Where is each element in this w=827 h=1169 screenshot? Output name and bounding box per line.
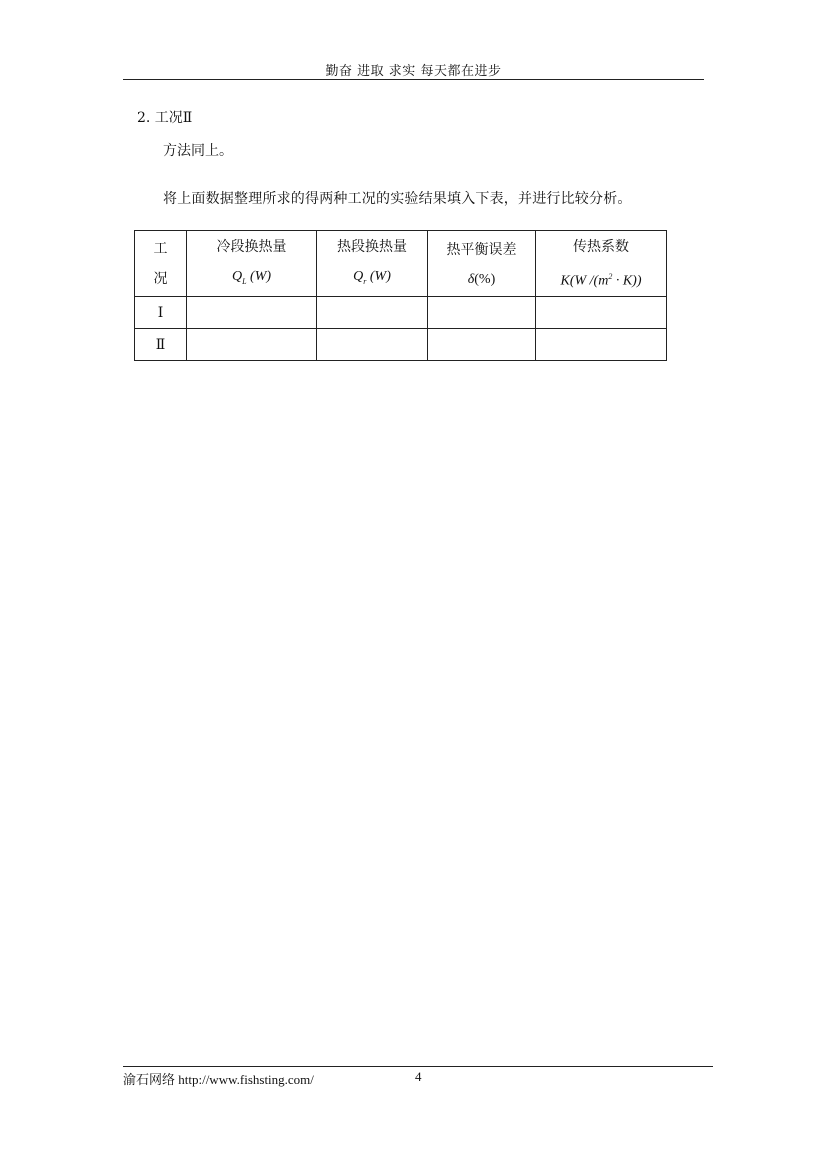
table-cell: [317, 297, 428, 329]
condition-label-bottom: 况: [153, 270, 168, 287]
table-row: [135, 297, 667, 329]
header-cell-condition: [135, 231, 187, 297]
footer-site: 渝石网络 http://www.fishsting.com/: [123, 1072, 314, 1087]
header-cell-heat-transfer-coef: [536, 231, 667, 297]
instruction-text: 将上面数据整理所求的得两种工况的实验结果填入下表，并进行比较分析。: [163, 191, 632, 207]
table-cell: [187, 297, 317, 329]
header-unit: K(W $/(m^2 \cdot K)$): [560, 272, 642, 289]
header-unit: $Q_r$ (W): [353, 269, 391, 286]
header-label: 传热系数: [573, 239, 629, 256]
header-motto: 勤奋 进取 求实 每天都在进步: [325, 64, 502, 79]
row-condition: Ⅰ: [135, 297, 187, 329]
page-number: 4: [415, 1069, 422, 1084]
header-label: 热段换热量: [337, 239, 407, 256]
header-unit: δ(%): [467, 271, 496, 287]
table-cell: [536, 297, 667, 329]
table-cell: [317, 329, 428, 361]
header-divider: [123, 79, 704, 80]
table-cell: [536, 329, 667, 361]
results-table: [134, 230, 667, 361]
row-condition: Ⅱ: [135, 329, 187, 361]
header-unit: $Q_L$ (W): [231, 269, 272, 286]
header-label: 热平衡误差: [446, 241, 517, 258]
table-row: [135, 329, 667, 361]
footer-divider: [123, 1066, 713, 1067]
method-note: 方法同上。: [163, 143, 233, 159]
header-cell-hot-heat: [317, 231, 428, 297]
header-label: 冷段换热量: [216, 239, 287, 256]
condition-label-top: 工: [153, 240, 168, 257]
table-cell: [428, 297, 536, 329]
table-cell: [428, 329, 536, 361]
table-header-row: [135, 231, 667, 297]
table-cell: [187, 329, 317, 361]
section-heading: 2. 工况Ⅱ: [137, 110, 193, 126]
header-cell-balance-error: [428, 231, 536, 297]
header-cell-cold-heat: [187, 231, 317, 297]
